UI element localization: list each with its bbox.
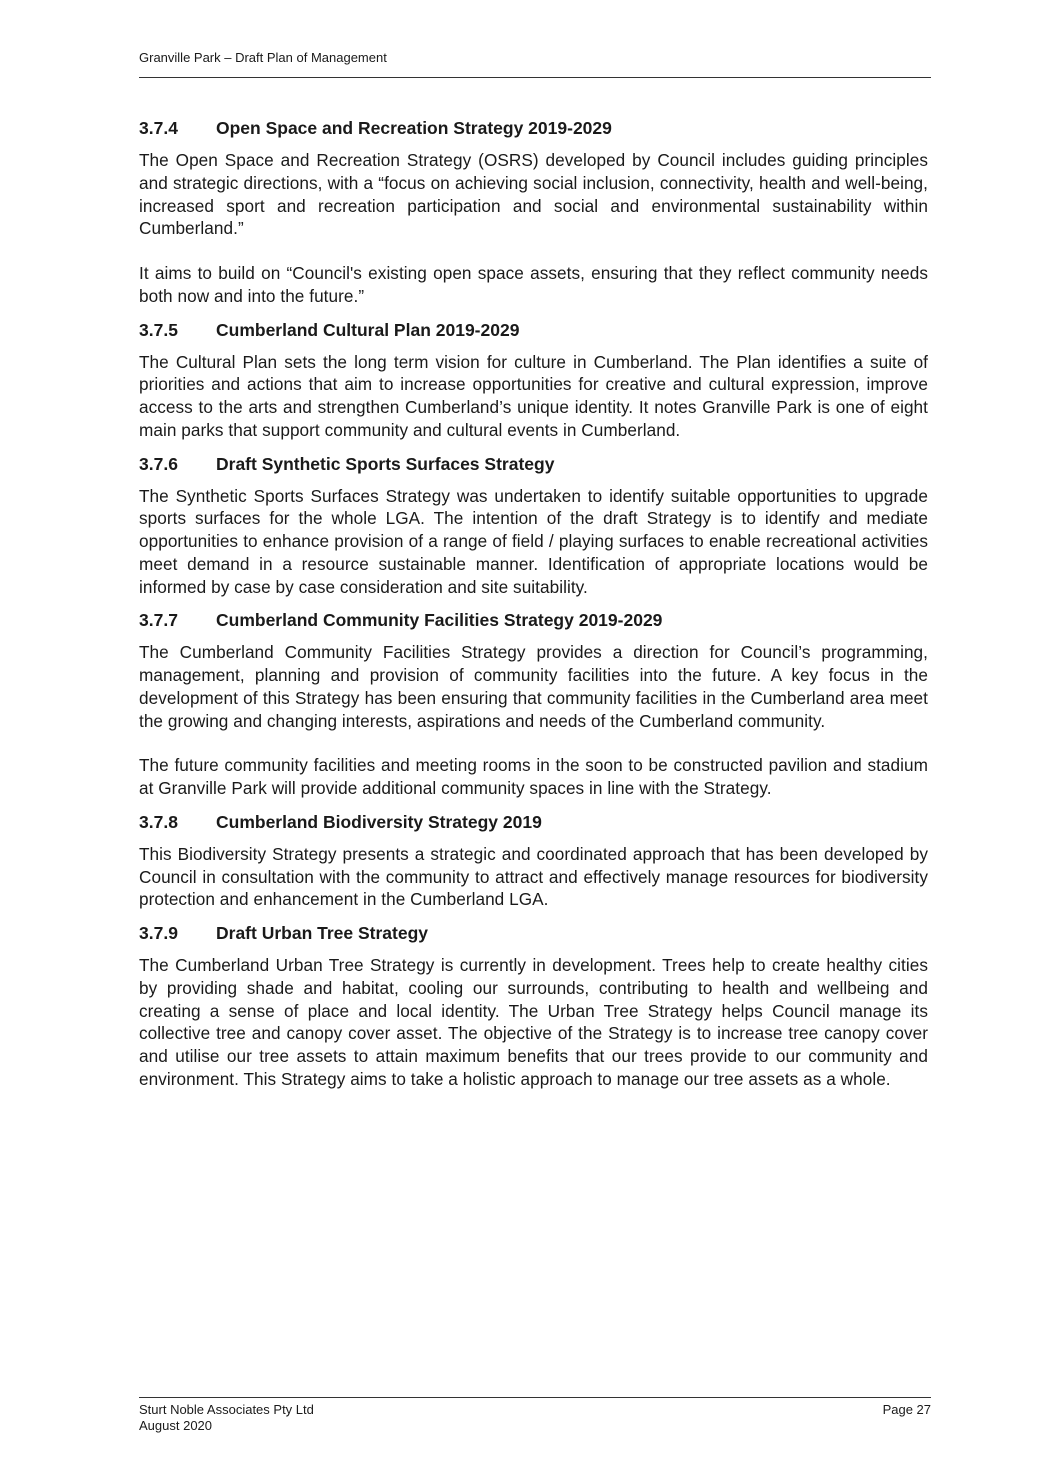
section-3-7-8 [139, 810, 928, 911]
section-heading [139, 116, 928, 140]
footer-date: August 2020 [139, 1417, 213, 1433]
page-content [139, 116, 928, 1091]
section-title: Cumberland Cultural Plan 2019-2029 [216, 319, 520, 340]
section-heading [139, 921, 928, 945]
section-number: 3.7.7 [139, 610, 178, 631]
paragraph: The Cumberland Community Facilities Strategy provides a direction for Council’s programming, management, planning and provision of community facilities into the future. A key focus in the development of this Strategy has been ensuring that community facilities in the Cumberland area meet the growing and changing interests, aspirations and needs of the Cumberland community. [139, 642, 928, 731]
section-title: Draft Synthetic Sports Surfaces Strategy [216, 453, 555, 474]
paragraph: The future community facilities and meeting rooms in the soon to be constructed pavilion and stadium at Granville Park will provide additional community spaces in line with the Strategy. [139, 755, 928, 798]
paragraph: The Cultural Plan sets the long term vision for culture in Cumberland. The Plan identifies a suite of priorities and actions that aim to increase opportunities for creative and cultural expression, improve access to the arts and strengthen Cumberland’s unique identity. It notes Granville Park is one of eight main parks that support community and cultural events in Cumberland. [139, 351, 928, 440]
paragraph: The Open Space and Recreation Strategy (OSRS) developed by Council includes guiding principles and strategic directions, with a “focus on achieving social inclusion, connectivity, health and well-being, increased sport and recreation participation and social and environmental sustainability within Cumberland.” [139, 150, 928, 239]
section-number: 3.7.6 [139, 453, 178, 474]
section-title: Draft Urban Tree Strategy [216, 923, 429, 943]
page-number: Page 27 [882, 1402, 931, 1417]
section-title: Cumberland Biodiversity Strategy 2019 [216, 811, 542, 832]
section-heading [139, 318, 928, 342]
paragraph: The Synthetic Sports Surfaces Strategy was undertaken to identify suitable opportunities to upgrade sports surfaces for the whole LGA. The intention of the draft Strategy is to identify and mediate opportunities to enhance provision of a range of field / playing surfaces to enable recreational activities meet demand in a resource sustainable manner. Identification of appropriate locations would be informed by case by case consideration and site suitability. [139, 485, 928, 597]
paragraph: This Biodiversity Strategy presents a strategic and coordinated approach that has been developed by Council in consultation with the community to attract and effectively manage resources for biodiversity protection and enhancement in the Cumberland LGA. [139, 843, 928, 910]
section-heading [139, 810, 928, 834]
section-3-7-6 [139, 452, 928, 599]
paragraph: The Cumberland Urban Tree Strategy is currently in development. Trees help to create healthy cities by providing shade and habitat, cooling our surrounds, contributing to health and wellbeing and creating a sense of place and local identity. The Urban Tree Strategy helps Council manage its collective tree and canopy cover asset. The objective of the Strategy is to increase tree canopy cover and utilise our tree assets to attain maximum benefits that our trees provide to our community and environment. This Strategy aims to take a holistic approach to manage our tree assets as a whole. [139, 955, 928, 1089]
page-footer [139, 1397, 931, 1433]
paragraph: It aims to build on “Council's existing open space assets, ensuring that they reflect community needs both now and into the future.” [139, 263, 928, 306]
section-3-7-4 [139, 116, 928, 308]
section-3-7-7 [139, 608, 928, 800]
section-3-7-5 [139, 318, 928, 442]
page-header [139, 49, 931, 78]
section-title: Cumberland Community Facilities Strategy 2019-2029 [216, 610, 663, 631]
section-number: 3.7.4 [139, 118, 178, 138]
section-number: 3.7.9 [139, 923, 178, 943]
section-number: 3.7.5 [139, 319, 178, 340]
section-number: 3.7.8 [139, 811, 178, 832]
footer-company: Sturt Noble Associates Pty Ltd [139, 1402, 314, 1417]
section-3-7-9 [139, 921, 928, 1091]
section-heading [139, 452, 928, 476]
document-title: Granville Park – Draft Plan of Management [139, 50, 387, 65]
section-heading [139, 608, 928, 632]
section-title: Open Space and Recreation Strategy 2019-2029 [216, 118, 612, 138]
